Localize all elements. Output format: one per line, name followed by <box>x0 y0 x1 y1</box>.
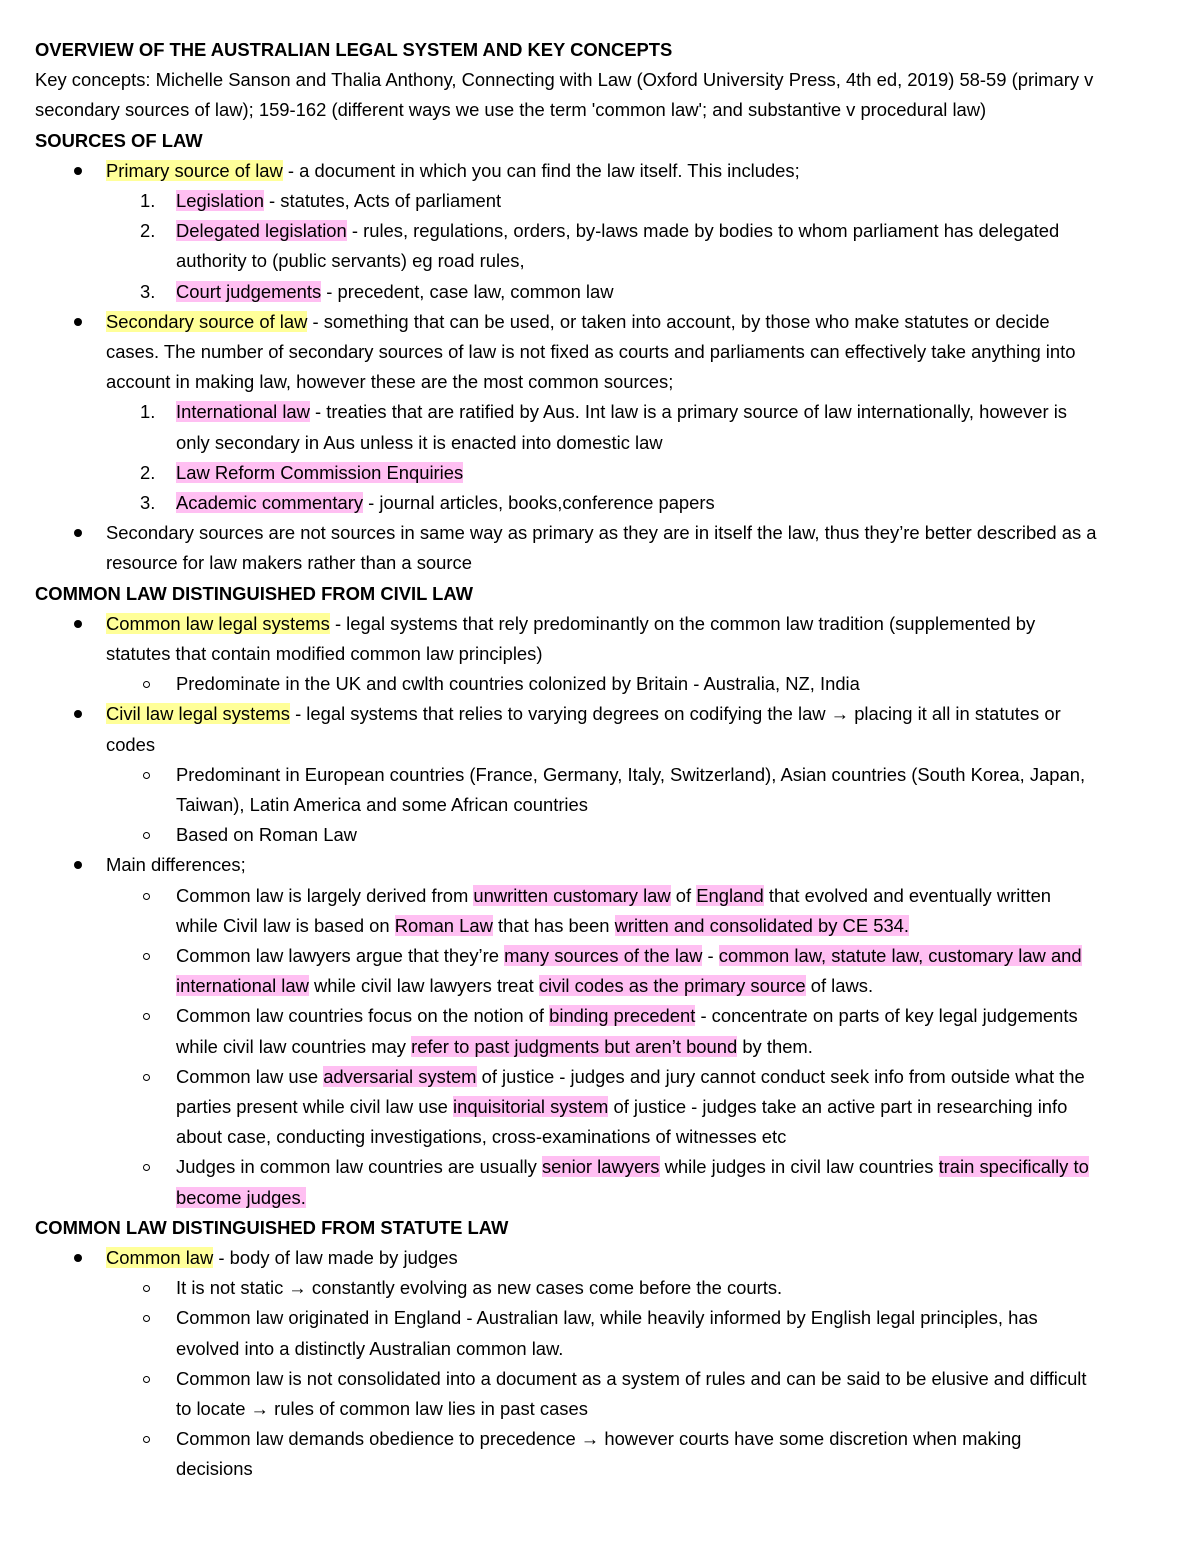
bullet-dot-icon <box>74 620 82 628</box>
text-line <box>176 1334 563 1364</box>
highlighted-term: adversarial system <box>323 1065 477 1087</box>
text-run: OVERVIEW OF THE AUSTRALIAN LEGAL SYSTEM AND KEY CONCEPTS <box>35 39 673 60</box>
text-run: codes <box>106 733 156 755</box>
text-line <box>106 337 1075 367</box>
highlighted-term: many sources of the law <box>504 945 703 966</box>
text-run: about case, conducting investigations, cross-examinations of witnesses etc <box>176 1126 787 1148</box>
list-number: 1. <box>140 401 156 423</box>
text-run: Common law countries focus on the notion of <box>176 1005 550 1027</box>
text-run: - a document in which you can find the law itself. This includes; <box>282 159 800 181</box>
text-line <box>176 186 501 216</box>
text-run: that evolved and eventually written <box>763 884 1052 906</box>
text-run: SOURCES OF LAW <box>35 129 203 151</box>
text-line <box>176 277 614 307</box>
text-run: while Civil law is based on <box>176 914 395 936</box>
section-heading <box>35 35 672 65</box>
text-run: - <box>702 945 719 966</box>
text-run: - legal systems that relies to varying degrees on codifying the law → placing it all in statutes or <box>289 703 1061 725</box>
text-line <box>176 941 1082 971</box>
bullet-circle-icon <box>143 1315 150 1322</box>
highlighted-term: Common law <box>106 1247 214 1268</box>
highlighted-term: train specifically to <box>938 1156 1089 1178</box>
text-line <box>176 1454 253 1484</box>
text-line <box>106 367 673 397</box>
text-run: Judges in common law countries are usually <box>176 1156 542 1178</box>
text-run: It is not static → constantly evolving as new cases come before the courts. <box>176 1277 783 1299</box>
text-line <box>106 609 1035 639</box>
text-run: Common law demands obedience to precedence → however courts have some discretion when making <box>176 1428 1022 1450</box>
section-heading <box>35 579 473 609</box>
text-run: Common law is not consolidated into a document as a system of rules and can be said to be elusive and difficult <box>176 1367 1087 1389</box>
text-line <box>106 850 246 880</box>
text-line <box>176 216 1059 246</box>
bullet-dot-icon <box>74 529 82 537</box>
bullet-dot-icon <box>74 318 82 326</box>
text-line <box>176 1122 786 1152</box>
highlighted-term: Delegated legislation <box>176 220 347 242</box>
bullet-circle-icon <box>143 1013 150 1020</box>
text-run: while judges in civil law countries <box>659 1156 939 1178</box>
list-number: 3. <box>140 280 156 302</box>
text-run: - legal systems that rely predominantly on the common law tradition (supplemented by <box>329 612 1036 634</box>
text-line <box>106 639 542 669</box>
text-run: - precedent, case law, common law <box>321 280 614 302</box>
highlighted-term: Secondary source of law <box>106 310 308 332</box>
bullet-circle-icon <box>143 681 150 688</box>
bullet-circle-icon <box>143 953 150 960</box>
text-run: - rules, regulations, orders, by-laws made by bodies to whom parliament has delegated <box>346 220 1060 242</box>
text-run: authority to (public servants) eg road rules, <box>176 250 525 272</box>
highlighted-term: written and consolidated by CE 534. <box>614 914 910 936</box>
text-line <box>106 518 1097 548</box>
text-line <box>176 1424 1021 1454</box>
list-number: 2. <box>140 461 156 483</box>
text-line <box>176 1303 1038 1333</box>
text-run: that has been <box>492 914 615 936</box>
text-run: resource for law makers rather than a source <box>106 552 472 574</box>
text-run: Common law originated in England - Australian law, while heavily informed by English legal principles, has <box>176 1307 1038 1329</box>
text-line <box>176 458 463 488</box>
highlighted-term: refer to past judgments but aren’t bound <box>411 1035 738 1057</box>
text-line <box>106 548 472 578</box>
text-run: of laws. <box>805 975 874 997</box>
text-line <box>176 669 860 699</box>
text-run: COMMON LAW DISTINGUISHED FROM STATUTE LAW <box>35 1216 509 1238</box>
text-line <box>176 760 1085 790</box>
text-run: Taiwan), Latin America and some African countries <box>176 794 588 815</box>
text-run: by them. <box>737 1035 813 1057</box>
text-line <box>176 1062 1085 1092</box>
text-line <box>176 1152 1089 1182</box>
text-line <box>35 65 1093 95</box>
text-run: Based on Roman Law <box>176 824 357 846</box>
text-run: Common law is largely derived from <box>176 884 474 906</box>
text-run: - treaties that are ratified by Aus. Int law is a primary source of law internationally, however is <box>309 401 1068 423</box>
text-run: account in making law, however these are the most common sources; <box>106 371 674 393</box>
bullet-circle-icon <box>143 1436 150 1443</box>
text-line <box>176 1273 782 1303</box>
bullet-circle-icon <box>143 772 150 779</box>
section-heading <box>35 126 203 156</box>
highlighted-term: Academic commentary <box>176 492 364 513</box>
text-run: - journal articles, books,conference papers <box>363 492 715 513</box>
text-line <box>176 428 663 458</box>
highlighted-term: common law, statute law, customary law and <box>718 945 1082 966</box>
text-run: statutes that contain modified common law principles) <box>106 643 543 664</box>
text-line <box>176 1092 1067 1122</box>
highlighted-term: Civil law legal systems <box>106 703 290 725</box>
text-line <box>176 1183 306 1213</box>
text-line <box>176 1394 588 1424</box>
text-line <box>176 1364 1087 1394</box>
text-line <box>106 1243 458 1273</box>
text-line <box>176 246 525 276</box>
highlighted-term: Law Reform Commission Enquiries <box>176 461 464 483</box>
text-line <box>176 881 1051 911</box>
text-run: Common law lawyers argue that they’re <box>176 945 505 966</box>
bullet-circle-icon <box>143 893 150 900</box>
text-line <box>106 156 800 186</box>
highlighted-term: Roman Law <box>394 914 493 936</box>
text-run: secondary sources of law); 159-162 (different ways we use the term 'common law'; and substantive v procedural law) <box>35 99 987 121</box>
text-run: Predominant in European countries (France, Germany, Italy, Switzerland), Asian countries (South Korea, Japan, <box>176 763 1086 785</box>
text-line <box>176 820 357 850</box>
highlighted-term: England <box>696 884 764 906</box>
highlighted-term: become judges. <box>176 1186 306 1208</box>
bullet-circle-icon <box>143 1285 150 1292</box>
highlighted-term: Court judgements <box>176 280 322 302</box>
text-run: - something that can be used, or taken into account, by those who make statutes or decide <box>307 310 1050 332</box>
text-run: parties present while civil law use <box>176 1096 454 1117</box>
text-run: Main differences; <box>106 854 246 876</box>
highlighted-term: Legislation <box>176 190 264 211</box>
text-run: Common law use <box>176 1065 324 1087</box>
text-run: of <box>670 884 697 906</box>
bullet-dot-icon <box>74 1254 82 1262</box>
text-line <box>106 699 1061 729</box>
bullet-dot-icon <box>74 710 82 718</box>
list-number: 3. <box>140 492 156 513</box>
text-run: of justice - judges take an active part in researching info <box>608 1096 1068 1117</box>
highlighted-term: Common law legal systems <box>106 612 330 634</box>
text-run: Predominate in the UK and cwlth countries colonized by Britain - Australia, NZ, India <box>176 673 860 695</box>
text-run: Secondary sources are not sources in same way as primary as they are in itself the law, thus they’re better described as a <box>106 522 1097 544</box>
section-heading <box>35 1213 508 1243</box>
text-run: while civil law lawyers treat <box>308 975 539 997</box>
text-run: of justice - judges and jury cannot conduct seek info from outside what the <box>476 1065 1085 1087</box>
text-line <box>176 397 1067 427</box>
highlighted-term: international law <box>176 975 309 997</box>
text-run: COMMON LAW DISTINGUISHED FROM CIVIL LAW <box>35 582 473 604</box>
bullet-circle-icon <box>143 1164 150 1171</box>
highlighted-term: Primary source of law <box>106 159 283 181</box>
bullet-circle-icon <box>143 1074 150 1081</box>
text-line <box>176 911 909 941</box>
text-line <box>106 730 155 760</box>
list-number: 1. <box>140 190 156 211</box>
text-line <box>176 1032 813 1062</box>
bullet-dot-icon <box>74 861 82 869</box>
bullet-circle-icon <box>143 1376 150 1383</box>
text-run: evolved into a distinctly Australian common law. <box>176 1337 564 1359</box>
text-run: cases. The number of secondary sources of law is not fixed as courts and parliaments can effectively take anything into <box>106 341 1076 362</box>
highlighted-term: inquisitorial system <box>453 1096 609 1117</box>
text-line <box>176 790 588 820</box>
highlighted-term: binding precedent <box>549 1005 696 1027</box>
text-line <box>176 1001 1078 1031</box>
highlighted-term: unwritten customary law <box>473 884 671 906</box>
text-line <box>106 307 1050 337</box>
text-run: to locate → rules of common law lies in past cases <box>176 1398 588 1419</box>
highlighted-term: International law <box>176 401 310 423</box>
text-run: Key concepts: Michelle Sanson and Thalia Anthony, Connecting with Law (Oxford University Press, 4th ed, 2019) 58-59 (primary v <box>35 69 1094 91</box>
bullet-circle-icon <box>143 832 150 839</box>
text-run: only secondary in Aus unless it is enacted into domestic law <box>176 431 663 453</box>
highlighted-term: civil codes as the primary source <box>538 975 806 997</box>
text-run: while civil law countries may <box>176 1035 412 1057</box>
bullet-dot-icon <box>74 167 82 175</box>
text-run: - body of law made by judges <box>213 1247 458 1268</box>
text-line <box>35 95 986 125</box>
text-run: - concentrate on parts of key legal judgements <box>695 1005 1078 1027</box>
highlighted-term: senior lawyers <box>541 1156 660 1178</box>
text-line <box>176 971 873 1001</box>
list-number: 2. <box>140 220 156 242</box>
text-line <box>176 488 715 518</box>
text-run: decisions <box>176 1458 253 1480</box>
text-run: - statutes, Acts of parliament <box>263 190 502 211</box>
